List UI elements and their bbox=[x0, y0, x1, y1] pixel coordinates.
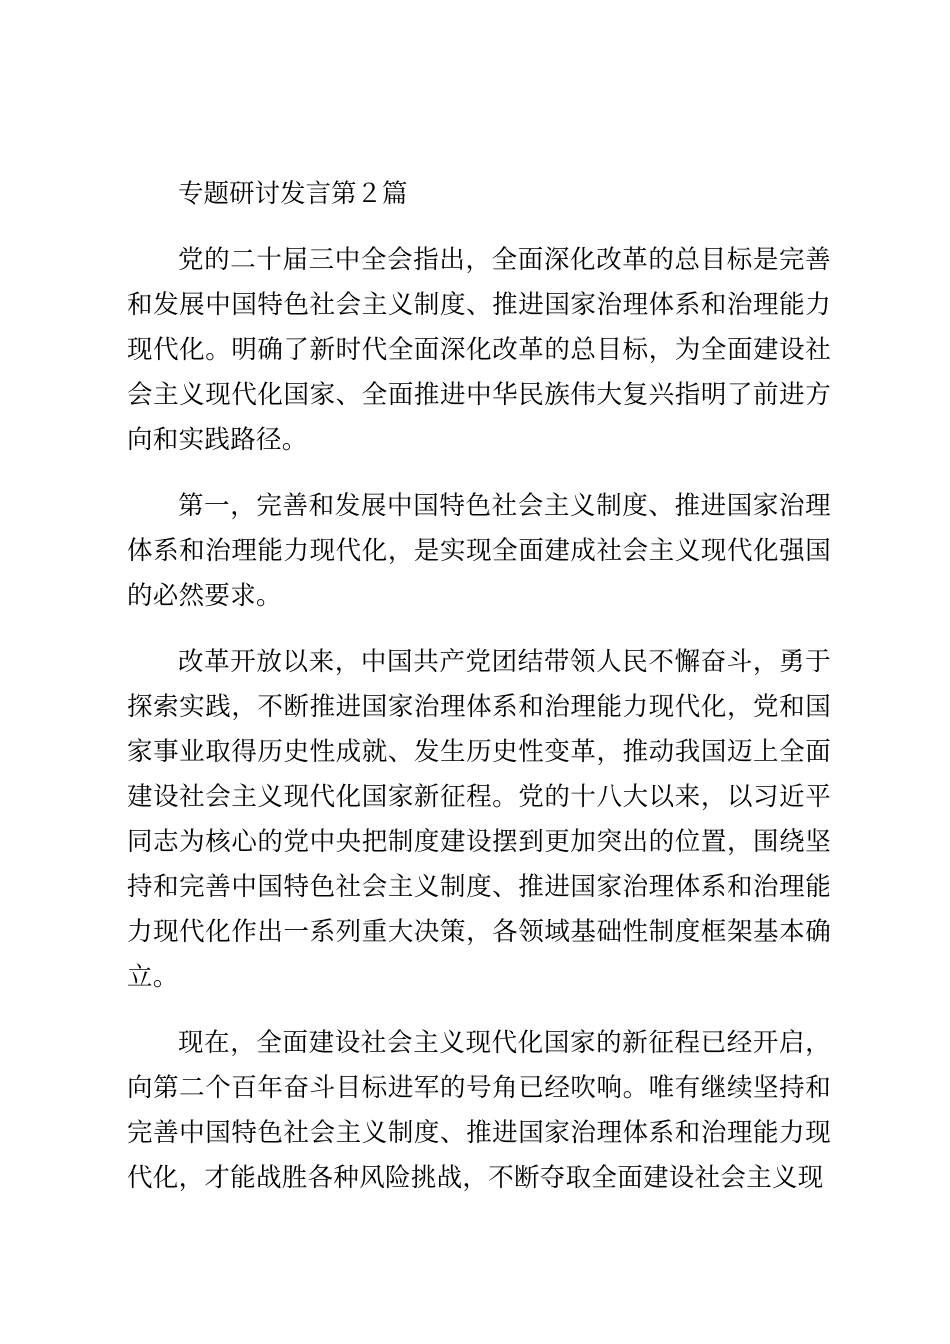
paragraph-1: 党的二十届三中全会指出，全面深化改革的总目标是完善和发展中国特色社会主义制度、推进国家治理体系和治理能力现代化。明确了新时代全面深化改革的总目标，为全面建设社会主义现代化国家、全面推进中华民族伟大复兴指明了前进方向和实践路径。 bbox=[127, 245, 831, 455]
paragraph-3: 改革开放以来，中国共产党团结带领人民不懈奋斗，勇于探索实践，不断推进国家治理体系和治理能力现代化，党和国家事业取得历史性成就、发生历史性变革，推动我国迈上全面建设社会主义现代化国家新征程。党的十八大以来，以习近平同志为核心的党中央把制度建设摆到更加突出的位置，围绕坚持和完善中国特色社会主义制度、推进国家治理体系和治理能力现代化作出一系列重大决策，各领域基础性制度框架基本确立。 bbox=[127, 647, 831, 992]
paragraph-2: 第一，完善和发展中国特色社会主义制度、推进国家治理体系和治理能力现代化，是实现全面建成社会主义现代化强国的必然要求。 bbox=[127, 491, 831, 611]
document-heading: 专题研讨发言第２篇 bbox=[178, 179, 408, 209]
paragraph-4: 现在，全面建设社会主义现代化国家的新征程已经开启，向第二个百年奋斗目标进军的号角已经吹响。唯有继续坚持和完善中国特色社会主义制度、推进国家治理体系和治理能力现代化，才能战胜各种风险挑战，不断夺取全面建设社会主义现 bbox=[127, 1028, 831, 1193]
document-body bbox=[127, 172, 831, 1201]
